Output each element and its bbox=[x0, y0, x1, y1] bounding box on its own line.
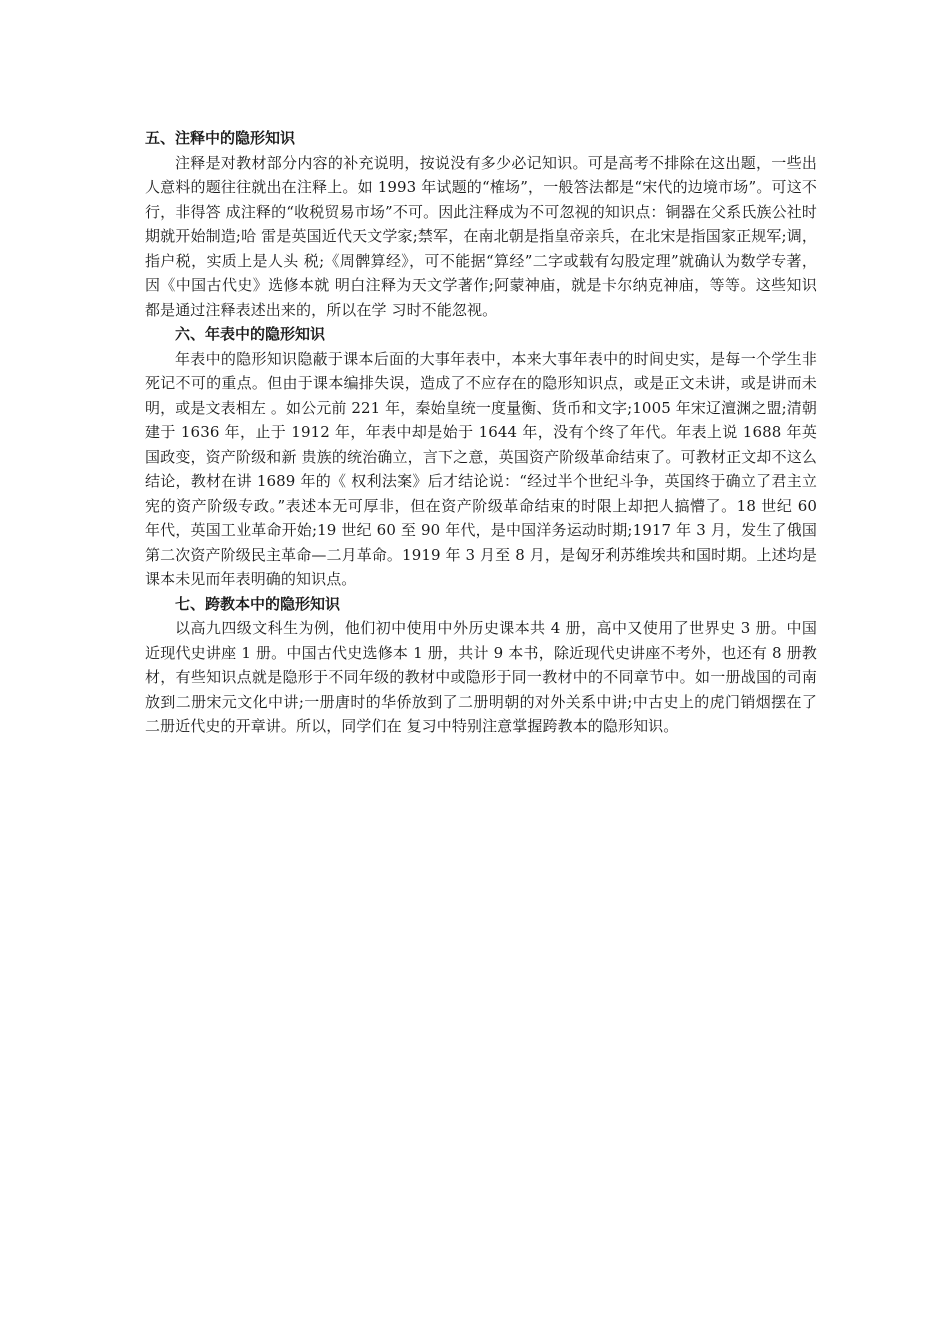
document-page bbox=[145, 126, 817, 739]
section-body-cross-textbook: 以高九四级文科生为例，他们初中使用中外历史课本共 4 册，高中又使用了世界史 3 册。中国近现代史讲座 1 册。中国古代史选修本 1 册，共计 9 本书，除近现代史讲座不考外，也还有 8 册教材，有些知识点就是隐形于不同年级的教材中或隐形于同一教材中的不同章节中。如一册战国的司南放到二册宋元文化中讲;一册唐时的华侨放到了二册明朝的对外关系中讲;中古史上的虎门销烟摆在了二册近代史的开章讲。所以，同学们在 复习中特别注意掌握跨教本的隐形知识。 bbox=[145, 619, 817, 735]
section-heading-chronology: 六、年表中的隐形知识 bbox=[175, 325, 326, 343]
section-heading-annotations: 五、注释中的隐形知识 bbox=[145, 129, 296, 147]
section-body-annotations: 注释是对教材部分内容的补充说明，按说没有多少必记知识。可是高考不排除在这出题，一些出人意料的题往往就出在注释上。如 1993 年试题的“榷场”，一般答法都是“宋代的边境市场”。可这不行，非得答 成注释的“收税贸易市场”不可。因此注释成为不可忽视的知识点：铜器在父系氏族公社时期就开始制造;哈 雷是英国近代天文学家;禁军，在南北朝是指皇帝亲兵，在北宋是指国家正规军;调，指户税，实质上是人头 税;《周髀算经》，可不能据“算经”二字或载有勾股定理”就确认为数学专著，因《中国古代史》选修本就 明白注释为天文学著作;阿蒙神庙，就是卡尔纳克神庙，等等。这些知识都是通过注释表述出来的，所以在学 习时不能忽视。 bbox=[145, 153, 817, 319]
section-body-chronology: 年表中的隐形知识隐蔽于课本后面的大事年表中，本来大事年表中的时间史实，是每一个学生非死记不可的重点。但由于课本编排失误，造成了不应存在的隐形知识点，或是正文未讲，或是讲而未明，或是文表相左 。如公元前 221 年，秦始皇统一度量衡、货币和文字;1005 年宋辽澶渊之盟;清朝建于 1636 年，止于 1912 年，年表中却是始于 1644 年，没有个终了年代。年表上说 1688 年英国政变，资产阶级和新 贵族的统治确立，言下之意，英国资产阶级革命结束了。可教材正文却不这么结论，教材在讲 1689 年的《 权利法案》后才结论说：“经过半个世纪斗争，英国终于确立了君主立宪的资产阶级专政。”表述本无可厚非，但在资产阶级革命结束的时限上却把人搞懵了。18 世纪 60 年代，英国工业革命开始;19 世纪 60 至 90 年代，是中国洋务运动时期;1917 年 3 月，发生了俄国第二次资产阶级民主革命—二月革命。1919 年 3 月至 8 月，是匈牙利苏维埃共和国时期。上述均是课本未见而年表明确的知识点。 bbox=[145, 349, 817, 588]
section-heading-cross-textbook: 七、跨教本中的隐形知识 bbox=[175, 594, 341, 613]
